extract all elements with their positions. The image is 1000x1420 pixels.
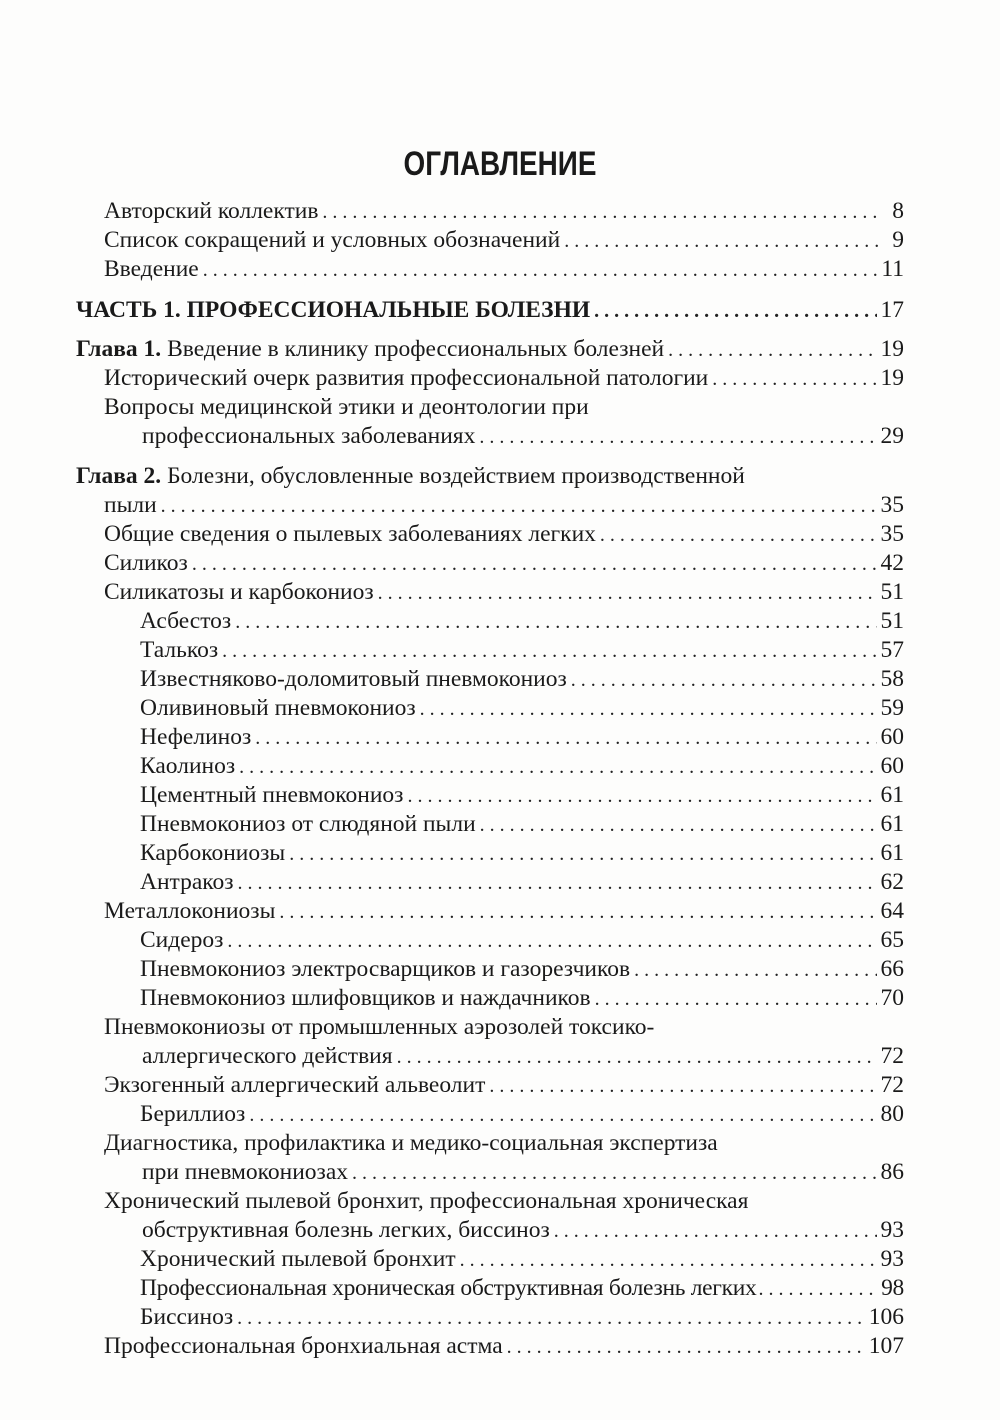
toc-entry	[104, 197, 904, 225]
toc-entry-title: Профессиональная хроническая обструктивная болезнь легких	[140, 1275, 757, 1301]
toc-entry	[104, 897, 904, 925]
leader-dots	[507, 1333, 865, 1361]
leader-dots	[564, 227, 878, 255]
toc-subentry	[140, 752, 904, 780]
toc-subentry	[140, 810, 904, 838]
leader-dots	[255, 724, 876, 752]
toc-entry-page: 57	[880, 637, 904, 663]
toc-entry-title: Цементный пневмокониоз	[140, 782, 404, 808]
toc-entry-title: Оливиновый пневмокониоз	[140, 695, 416, 721]
toc-entry-title: Силикоз	[104, 550, 188, 576]
toc-entry-title: Силикатозы и карбокониоз	[104, 579, 374, 605]
leader-dots	[554, 1217, 877, 1245]
leader-dots	[668, 336, 876, 364]
toc-subentry	[140, 636, 904, 664]
toc-entry	[104, 1071, 904, 1099]
toc-entry-page: 86	[880, 1159, 904, 1185]
toc-entry-title: пыли	[104, 492, 157, 518]
toc-subentry	[140, 1100, 904, 1128]
toc-subentry	[140, 1245, 904, 1273]
leader-dots	[237, 1304, 865, 1332]
toc-entry-title: профессиональных заболеваниях	[142, 423, 476, 449]
toc-entry-title: при пневмокониозах	[142, 1159, 349, 1185]
toc-entry-page: 58	[880, 666, 904, 692]
toc-subentry	[140, 665, 904, 693]
toc-chapter-line1	[76, 462, 745, 490]
toc-entry-page: 64	[880, 898, 904, 924]
toc-entry-title-line1: Вопросы медицинской этики и деонтологии при	[104, 394, 589, 420]
toc-entry-title: Исторический очерк развития профессиональной патологии	[104, 365, 709, 391]
toc-entry	[104, 1332, 904, 1360]
toc-entry-page: 72	[880, 1043, 904, 1069]
toc-entry-page: 19	[880, 336, 904, 362]
leader-dots	[758, 1275, 879, 1303]
toc-entry-page: 59	[880, 695, 904, 721]
leader-dots	[712, 365, 876, 393]
toc-entry	[104, 255, 904, 283]
toc-entry-title: Талькоз	[140, 637, 219, 663]
toc-entry-title: Авторский коллектив	[104, 198, 319, 224]
leader-dots	[460, 1246, 877, 1274]
toc-entry-title: Антракоз	[140, 869, 234, 895]
toc-entry-title: обструктивная болезнь легких, биссиноз	[142, 1217, 550, 1243]
toc-entry-title: Карбокониозы	[140, 840, 286, 866]
leader-dots	[203, 256, 878, 284]
toc-entry-page: 61	[880, 840, 904, 866]
toc-entry-title: Хронический пылевой бронхит	[140, 1246, 456, 1272]
leader-dots	[239, 753, 876, 781]
toc-entry	[104, 520, 904, 548]
leader-dots	[249, 1101, 876, 1129]
toc-entry-title: Биссиноз	[140, 1304, 234, 1330]
toc-entry-title: Введение	[104, 256, 199, 282]
toc-entry-page: 93	[880, 1246, 904, 1272]
toc-entry-page: 42	[880, 550, 904, 576]
leader-dots	[479, 423, 876, 451]
toc-entry-title: Известняково-доломитовый пневмокониоз	[140, 666, 567, 692]
toc-entry-title: Пневмокониоз электросварщиков и газорезчиков	[140, 956, 631, 982]
toc-entry-title: Общие сведения о пылевых заболеваниях легких	[104, 521, 596, 547]
leader-dots	[571, 666, 877, 694]
leader-dots	[352, 1159, 876, 1187]
leader-dots	[222, 637, 876, 665]
toc-entry-title: Каолиноз	[140, 753, 236, 779]
toc-entry-title-line1: Диагностика, профилактика и медико-социальная экспертиза	[104, 1130, 718, 1156]
toc-subentry	[140, 839, 904, 867]
toc-entry-page: 98	[881, 1275, 904, 1301]
toc-chapter-entry	[104, 491, 904, 519]
leader-dots	[489, 1072, 876, 1100]
leader-dots	[238, 869, 877, 897]
toc-entry-page: 61	[880, 782, 904, 808]
toc-entry-page: 35	[880, 521, 904, 547]
toc-subentry	[140, 781, 904, 809]
toc-entry-page: 51	[880, 579, 904, 605]
leader-dots	[279, 898, 876, 926]
toc-entry-page: 107	[868, 1333, 904, 1359]
toc-entry	[142, 1216, 904, 1244]
toc-entry-page: 17	[880, 297, 904, 323]
chapter-label: Глава 2.	[76, 463, 162, 489]
leader-dots	[480, 811, 877, 839]
toc-entry-page: 11	[881, 256, 904, 282]
toc-entry	[104, 226, 904, 254]
toc-entry-page: 60	[880, 724, 904, 750]
toc-entry-title: Пневмокониоз от слюдяной пыли	[140, 811, 476, 837]
toc-subentry	[140, 1303, 904, 1331]
toc-chapter-entry	[76, 335, 904, 363]
toc-entry-page: 62	[880, 869, 904, 895]
toc-subentry	[140, 926, 904, 954]
toc-subentry	[140, 955, 904, 983]
toc-entry-title: Профессиональная бронхиальная астма	[104, 1333, 503, 1359]
leader-dots	[397, 1043, 877, 1071]
toc-entry-title: Бериллиоз	[140, 1101, 246, 1127]
toc-entry-page: 70	[880, 985, 904, 1011]
toc-entry-page: 66	[880, 956, 904, 982]
leader-dots	[600, 521, 877, 549]
toc-entry	[104, 364, 904, 392]
toc-entry-title: Экзогенный аллергический альвеолит	[104, 1072, 486, 1098]
leader-dots	[378, 579, 877, 607]
leader-dots	[407, 782, 876, 810]
toc-entry-title-line1: Пневмокониозы от промышленных аэрозолей токсико-	[104, 1014, 655, 1040]
toc-entry-title: Металлокониозы	[104, 898, 276, 924]
toc-entry-page: 65	[880, 927, 904, 953]
toc-entry-page: 93	[880, 1217, 904, 1243]
toc-entry	[104, 549, 904, 577]
toc-entry	[142, 1158, 904, 1186]
leader-dots	[227, 927, 876, 955]
toc-entry-page: 72	[880, 1072, 904, 1098]
toc-entry-title: Список сокращений и условных обозначений	[104, 227, 561, 253]
toc-entry-title: Нефелиноз	[140, 724, 252, 750]
toc-entry	[142, 422, 904, 450]
toc-entry-page: 106	[868, 1304, 904, 1330]
toc-subentry	[140, 868, 904, 896]
toc-entry-title: Введение в клинику профессиональных болезней	[167, 336, 665, 362]
toc-entry-page: 60	[880, 753, 904, 779]
toc-entry-page: 19	[880, 365, 904, 391]
chapter-label: Глава 1.	[76, 336, 162, 362]
leader-dots	[192, 550, 877, 578]
toc-subentry	[140, 1274, 904, 1302]
toc-entry-page: 61	[880, 811, 904, 837]
leader-dots	[161, 492, 877, 520]
leader-dots	[289, 840, 876, 868]
leader-dots	[420, 695, 877, 723]
toc-entry-title-line1: Болезни, обусловленные воздействием производственной	[167, 463, 745, 489]
toc-entry-title-line1: Хронический пылевой бронхит, профессиональная хроническая	[104, 1188, 749, 1214]
toc-entry-title: Пневмокониоз шлифовщиков и наждачников	[140, 985, 591, 1011]
toc-subentry	[140, 984, 904, 1012]
toc-entry-title: ЧАСТЬ 1. ПРОФЕССИОНАЛЬНЫЕ БОЛЕЗНИ	[76, 297, 591, 323]
toc-entry	[142, 1042, 904, 1070]
toc-subentry	[140, 607, 904, 635]
toc-entry-page: 80	[880, 1101, 904, 1127]
leader-dots	[595, 985, 877, 1013]
leader-dots	[594, 297, 876, 325]
leader-dots	[235, 608, 876, 636]
leader-dots	[634, 956, 876, 984]
toc-entry-title: аллергического действия	[142, 1043, 393, 1069]
leader-dots	[322, 198, 878, 226]
toc-subentry	[140, 723, 904, 751]
toc-entry-title: Асбестоз	[140, 608, 232, 634]
toc-entry-page: 35	[880, 492, 904, 518]
toc-part-entry	[76, 296, 904, 324]
toc-subentry	[140, 694, 904, 722]
toc-entry	[104, 578, 904, 606]
page-title: ОГЛАВЛЕНИЕ	[403, 145, 597, 183]
toc-entry-page: 9	[892, 227, 904, 253]
toc-entry-page: 8	[892, 198, 904, 224]
toc-entry-title: Сидероз	[140, 927, 224, 953]
toc-entry-page: 29	[880, 423, 904, 449]
toc-entry-page: 51	[880, 608, 904, 634]
